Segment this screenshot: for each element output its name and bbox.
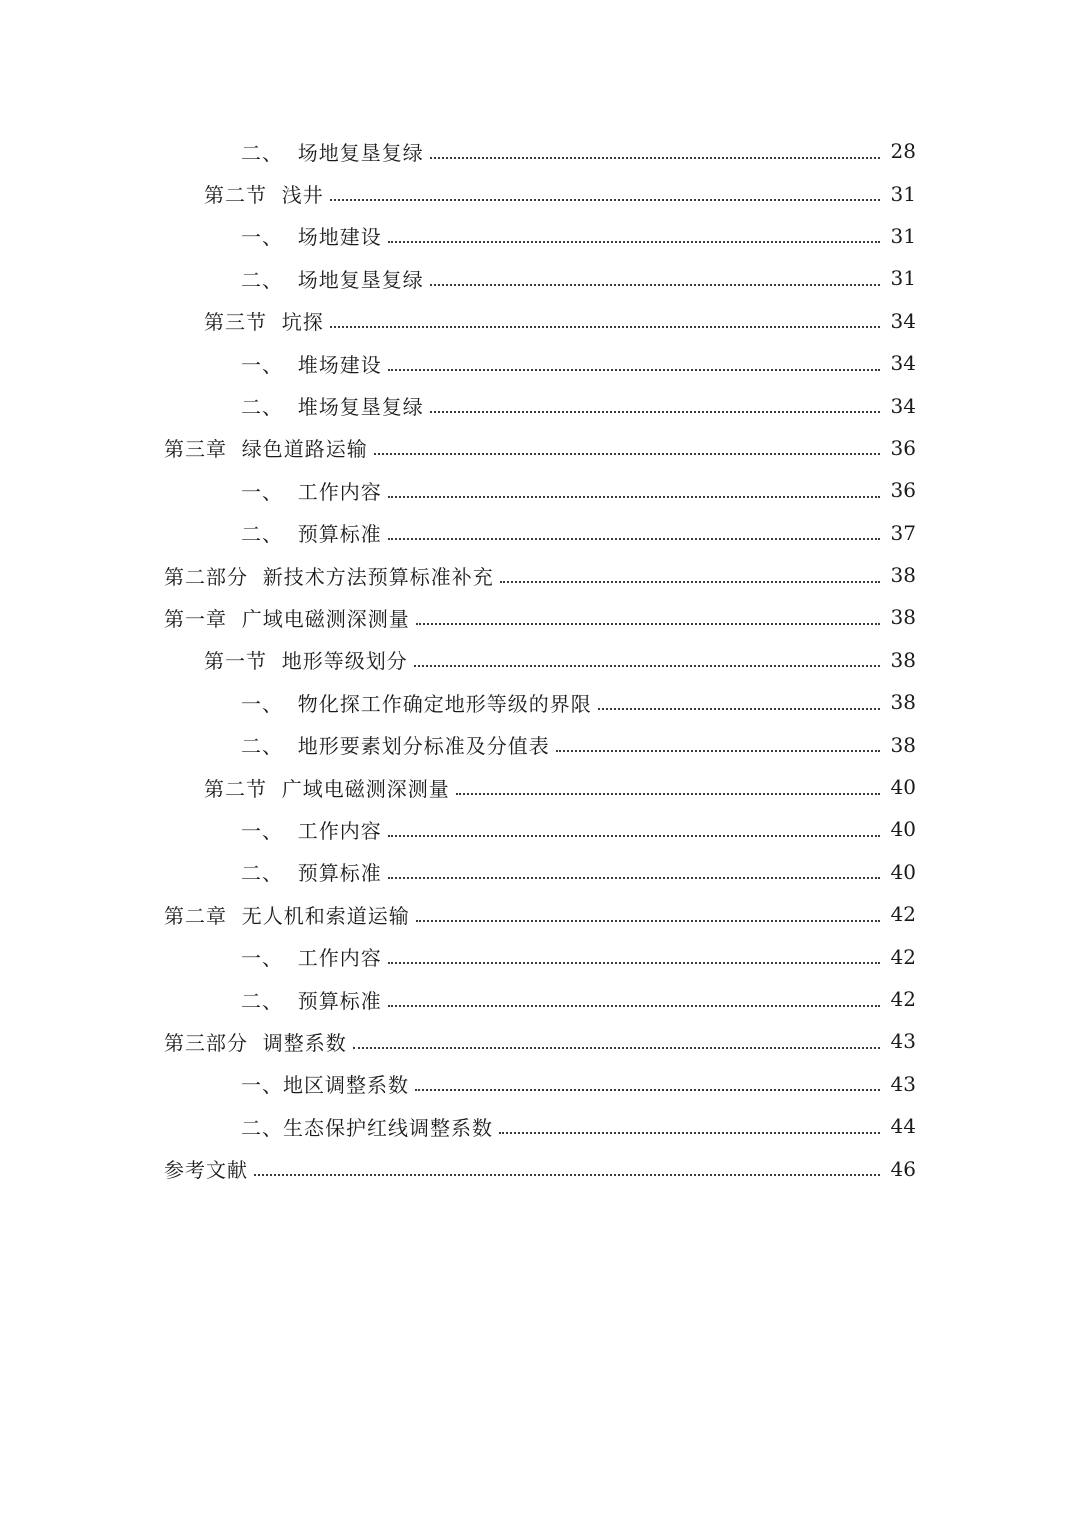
toc-leader-dots <box>500 580 880 583</box>
toc-entry-title: 第二章 无人机和索道运输 <box>164 903 410 928</box>
toc-entry-title: 二、生态保护红线调整系数 <box>241 1115 493 1140</box>
toc-entry-title: 第一节 地形等级划分 <box>204 649 408 674</box>
toc-entry-page-number: 31 <box>890 266 916 291</box>
toc-entry-title: 第二节 浅井 <box>204 183 324 208</box>
toc-entry-page-number: 38 <box>890 563 916 588</box>
toc-entry[interactable] <box>0 469 1080 511</box>
toc-leader-dots <box>388 240 880 243</box>
toc-entry-page-number: 43 <box>890 1029 916 1054</box>
toc-entry-page-number: 42 <box>890 987 916 1011</box>
toc-entry[interactable] <box>0 639 1080 681</box>
toc-entry-page-number: 44 <box>890 1114 916 1139</box>
toc-entry[interactable] <box>0 512 1080 554</box>
toc-entry-page-number: 37 <box>890 520 916 545</box>
toc-entry-title: 第二部分 新技术方法预算标准补充 <box>164 564 494 589</box>
toc-entry-title: 二、 场地复垦复绿 <box>241 140 424 165</box>
toc-entry-title: 参考文献 <box>164 1158 248 1183</box>
toc-entry[interactable] <box>0 215 1080 257</box>
toc-entry[interactable] <box>0 596 1080 638</box>
toc-entry-page-number: 34 <box>890 308 916 333</box>
toc-entry-page-number: 36 <box>890 478 916 503</box>
toc-entry-title: 二、 预算标准 <box>241 988 382 1013</box>
toc-leader-dots <box>388 537 880 540</box>
toc-leader-dots <box>388 961 880 964</box>
toc-entry[interactable] <box>0 851 1080 893</box>
table-of-contents <box>0 130 1080 1190</box>
toc-leader-dots <box>415 1088 880 1091</box>
toc-entry-title: 一、 工作内容 <box>241 946 382 971</box>
toc-leader-dots <box>388 1004 880 1007</box>
toc-entry-title: 一、 堆场建设 <box>241 352 382 377</box>
toc-entry[interactable] <box>0 893 1080 935</box>
toc-entry[interactable] <box>0 766 1080 808</box>
toc-leader-dots <box>416 919 880 922</box>
toc-entry-title: 二、 预算标准 <box>241 861 382 886</box>
toc-entry-title: 二、 场地复垦复绿 <box>241 267 424 292</box>
toc-leader-dots <box>388 834 880 837</box>
toc-entry-page-number: 42 <box>890 944 916 969</box>
toc-leader-dots <box>353 1046 880 1049</box>
toc-entry-page-number: 38 <box>890 732 916 757</box>
toc-entry-page-number: 40 <box>890 775 916 800</box>
toc-entry[interactable] <box>0 808 1080 850</box>
toc-entry-page-number: 38 <box>890 690 916 715</box>
toc-entry[interactable] <box>0 1105 1080 1147</box>
toc-entry-title: 一、 工作内容 <box>241 818 382 843</box>
toc-entry-page-number: 43 <box>890 1071 916 1096</box>
toc-entry-title: 二、 预算标准 <box>241 522 382 547</box>
toc-entry-page-number: 31 <box>890 223 916 248</box>
toc-entry-title: 二、 地形要素划分标准及分值表 <box>241 734 550 759</box>
toc-entry-title: 第二节 广域电磁测深测量 <box>204 776 450 801</box>
toc-leader-dots <box>430 283 880 286</box>
toc-entry-title: 一、 物化探工作确定地形等级的界限 <box>241 691 592 716</box>
toc-entry-page-number: 31 <box>890 181 916 206</box>
toc-entry[interactable] <box>0 1147 1080 1189</box>
toc-leader-dots <box>374 452 880 455</box>
toc-leader-dots <box>456 792 880 795</box>
toc-entry-title: 第一章 广域电磁测深测量 <box>164 606 410 631</box>
toc-entry[interactable] <box>0 723 1080 765</box>
toc-leader-dots <box>598 707 880 710</box>
toc-entry-page-number: 34 <box>890 351 916 376</box>
toc-entry-page-number: 34 <box>890 393 916 418</box>
toc-entry[interactable] <box>0 554 1080 596</box>
toc-entry[interactable] <box>0 342 1080 384</box>
toc-entry[interactable] <box>0 681 1080 723</box>
toc-entry-page-number: 38 <box>890 605 916 630</box>
toc-entry-page-number: 38 <box>890 647 916 672</box>
toc-entry[interactable] <box>0 300 1080 342</box>
toc-leader-dots <box>430 156 880 159</box>
toc-leader-dots <box>330 198 880 201</box>
toc-leader-dots <box>556 749 880 752</box>
toc-entry-page-number: 42 <box>890 902 916 927</box>
toc-entry-page-number: 40 <box>890 859 916 884</box>
toc-entry-title: 第三章 绿色道路运输 <box>164 437 368 462</box>
toc-entry[interactable] <box>0 172 1080 214</box>
toc-entry-title: 一、 工作内容 <box>241 479 382 504</box>
toc-leader-dots <box>499 1131 880 1134</box>
toc-entry-page-number: 46 <box>890 1156 916 1181</box>
toc-entry-title: 一、地区调整系数 <box>241 1073 409 1098</box>
toc-leader-dots <box>414 664 880 667</box>
toc-entry[interactable] <box>0 130 1080 172</box>
toc-leader-dots <box>254 1173 880 1176</box>
toc-entry-title: 二、 堆场复垦复绿 <box>241 395 424 420</box>
toc-leader-dots <box>388 876 880 879</box>
toc-leader-dots <box>388 368 880 371</box>
toc-entry-title: 一、 场地建设 <box>241 225 382 250</box>
toc-entry[interactable] <box>0 1063 1080 1105</box>
toc-entry-page-number: 40 <box>890 817 916 842</box>
toc-entry-page-number: 36 <box>890 435 916 460</box>
toc-leader-dots <box>416 622 880 625</box>
toc-leader-dots <box>330 325 880 328</box>
toc-leader-dots <box>430 410 880 413</box>
toc-entry-title: 第三部分 调整系数 <box>164 1030 347 1055</box>
toc-leader-dots <box>388 495 880 498</box>
toc-entry-page-number: 28 <box>890 139 916 164</box>
toc-entry[interactable] <box>0 978 1080 1020</box>
toc-entry[interactable] <box>0 935 1080 977</box>
toc-entry[interactable] <box>0 257 1080 299</box>
toc-entry[interactable] <box>0 1020 1080 1062</box>
toc-entry[interactable] <box>0 427 1080 469</box>
toc-entry-title: 第三节 坑探 <box>204 310 324 335</box>
toc-entry[interactable] <box>0 384 1080 426</box>
